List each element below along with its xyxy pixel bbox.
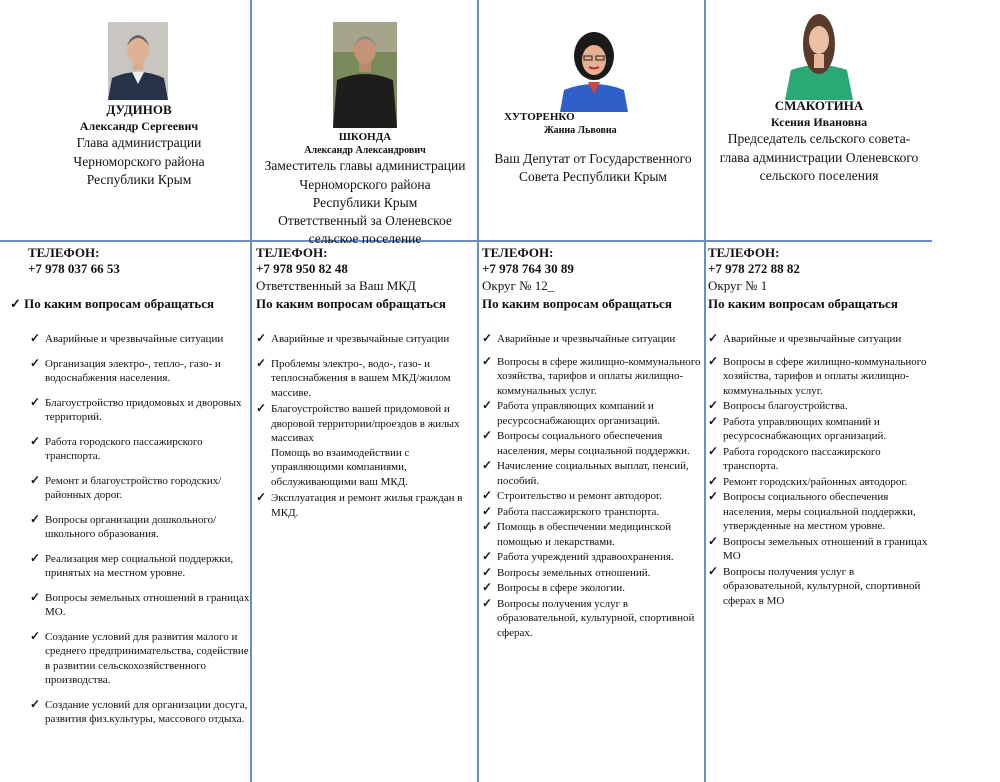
list-item: ✓ Помощь в обеспечении медицинской помощью и лекарствами. xyxy=(482,520,702,549)
official-given-name: Жанна Львовна xyxy=(544,125,617,137)
phone-label: ТЕЛЕФОН: xyxy=(708,245,780,260)
column-divider-2 xyxy=(477,0,479,782)
phone-number[interactable]: +7 978 037 66 53 xyxy=(28,261,120,277)
list-item: ✓ Вопросы организации дошкольного/ школьного образования. xyxy=(30,513,250,542)
portrait-photo-dudinov xyxy=(108,22,168,100)
official-position: Черноморского района xyxy=(73,153,205,169)
questions-list-shkonda xyxy=(256,332,474,520)
list-item: ✓ Аварийные и чрезвычайные ситуации xyxy=(708,332,930,347)
list-item: ✓ Работа управляющих компаний и ресурсоснабжающих организаций. xyxy=(482,399,702,428)
list-item: ✓ Аварийные и чрезвычайные ситуации xyxy=(482,332,702,347)
list-item: ✓ Ремонт городских/районных автодорог. xyxy=(708,475,930,490)
phone-label: ТЕЛЕФОН: xyxy=(28,245,100,260)
official-header-dudinov xyxy=(38,102,240,189)
official-position: сельское поселение xyxy=(308,231,422,247)
questions-list-dudinov xyxy=(30,332,250,727)
questions-heading: По каким вопросам обращаться xyxy=(708,296,898,311)
official-position: Председатель сельского совета- xyxy=(727,131,911,147)
list-item: ✓ Работа учреждений здравоохранения. xyxy=(482,550,702,565)
list-item: ✓ Организация электро-, тепло-, газо- и водоснабжения населения. xyxy=(30,357,250,386)
list-item: ✓ Вопросы социального обеспечения населения, меры социальной поддержки, утвержденные на местном уровне. xyxy=(708,490,930,534)
questions-heading: ✓ По каким вопросам обращаться xyxy=(10,296,215,311)
list-item: ✓ Работа управляющих компаний и ресурсоснабжающих организаций. xyxy=(708,415,930,444)
official-given-name: Александр Александрович xyxy=(304,145,426,157)
list-item: ✓ Проблемы электро-, водо-, газо- и теплоснабжения в вашем МКД/жилом массиве. xyxy=(256,357,474,401)
responsibility-note: Ответственный за Ваш МКД xyxy=(256,277,416,293)
list-item: ✓ Благоустройство вашей придомовой и дворовой территории/проездов в жилых массивах Помощь во взаимодействии с управляющими компаниями, обслуживающими ваш МКД. xyxy=(256,402,474,489)
questions-heading: По каким вопросам обращаться xyxy=(256,296,446,311)
official-position: Совета Республики Крым xyxy=(519,169,667,185)
list-item: ✓ Создание условий для организации досуга, развития физ.культуры, массового отдыха. xyxy=(30,698,250,727)
list-item: ✓ Начисление социальных выплат, пенсий, пособий. xyxy=(482,459,702,488)
column-divider-3 xyxy=(704,0,706,782)
column-divider-1 xyxy=(250,0,252,782)
portrait-photo-khutorenko xyxy=(558,22,630,112)
phone-label: ТЕЛЕФОН: xyxy=(256,245,328,260)
phone-number[interactable]: +7 978 272 88 82 xyxy=(708,261,800,277)
portrait-photo-smakotina xyxy=(783,10,855,100)
list-item: ✓ Строительство и ремонт автодорог. xyxy=(482,489,702,504)
official-surname: ШКОНДА xyxy=(338,131,392,143)
questions-list-smakotina xyxy=(708,332,930,608)
phone-number[interactable]: +7 978 764 30 89 xyxy=(482,261,574,277)
district-note: Округ № 12_ xyxy=(482,277,555,293)
list-item: ✓ Благоустройство придомовых и дворовых территорий. xyxy=(30,396,250,425)
questions-heading: По каким вопросам обращаться xyxy=(482,296,672,311)
list-item: ✓ Работа городского пассажирского транспорта. xyxy=(30,435,250,464)
contact-block-smakotina xyxy=(708,245,923,294)
contact-block-shkonda xyxy=(256,245,471,294)
official-header-smakotina xyxy=(712,98,926,185)
official-surname: ХУТОРЕНКО xyxy=(504,111,575,123)
contact-block-khutorenko xyxy=(482,245,697,294)
official-position: Ответственный за Оленевское xyxy=(278,212,452,228)
questions-list-khutorenko xyxy=(482,332,702,640)
official-given-name: Александр Сергеевич xyxy=(79,118,199,133)
contact-block-dudinov xyxy=(28,245,243,278)
list-item: ✓ Аварийные и чрезвычайные ситуации xyxy=(30,332,250,347)
list-item: ✓ Вопросы в сфере экологии. xyxy=(482,581,702,596)
official-surname: СМАКОТИНА xyxy=(774,98,864,113)
list-item: ✓ Работа пассажирского транспорта. xyxy=(482,505,702,520)
phone-label: ТЕЛЕФОН: xyxy=(482,245,554,260)
list-item: ✓ Реализация мер социальной поддержки, принятых на местном уровне. xyxy=(30,552,250,581)
official-header-shkonda xyxy=(256,130,474,248)
list-item: ✓ Создание условий для развития малого и среднего предпринимательства, содействие в развитии сельскохозяйственного производства. xyxy=(30,630,250,688)
phone-number[interactable]: +7 978 950 82 48 xyxy=(256,261,348,277)
official-header-khutorenko xyxy=(484,110,634,137)
official-given-name: Ксения Ивановна xyxy=(770,114,868,129)
official-position: Заместитель главы администрации xyxy=(264,158,466,174)
list-item: ✓ Вопросы земельных отношений в границах МО. xyxy=(30,591,250,620)
official-position-khutorenko xyxy=(482,150,704,186)
official-position: глава администрации Оленевского xyxy=(719,149,919,165)
official-surname: ДУДИНОВ xyxy=(106,102,172,117)
list-item: ✓ Работа городского пассажирского транспорта. xyxy=(708,445,930,474)
list-item: ✓ Вопросы благоустройства. xyxy=(708,399,930,414)
official-position: Глава администрации xyxy=(76,135,202,151)
list-item: ✓ Аварийные и чрезвычайные ситуации xyxy=(256,332,474,347)
official-position: Ваш Депутат от Государственного xyxy=(494,151,692,166)
list-item: ✓ Вопросы получения услуг в образовательной, культурной, спортивной сферах. xyxy=(482,597,702,641)
list-item: ✓ Ремонт и благоустройство городских/ районных дорог. xyxy=(30,474,250,503)
list-item: ✓ Вопросы земельных отношений в границах МО xyxy=(708,535,930,564)
list-item: ✓ Вопросы в сфере жилищно-коммунального хозяйства, тарифов и оплаты жилищно-коммунальных услуг. xyxy=(708,355,930,399)
list-item: ✓ Эксплуатация и ремонт жилья граждан в МКД. xyxy=(256,491,474,520)
list-item: ✓ Вопросы в сфере жилищно-коммунального хозяйства, тарифов и оплаты жилищно-коммунальных услуг. xyxy=(482,355,702,399)
list-item: ✓ Вопросы получения услуг в образовательной, культурной, спортивной сферах в МО xyxy=(708,565,930,609)
portrait-photo-shkonda xyxy=(333,22,397,128)
district-note: Округ № 1 xyxy=(708,277,768,293)
official-position: Черноморского района xyxy=(299,176,431,192)
official-position: Республики Крым xyxy=(312,194,418,210)
list-item-note: Помощь во взаимодействии с управляющими компаниями, обслуживающими ваш МКД. xyxy=(271,446,410,488)
list-item: ✓ Вопросы земельных отношений. xyxy=(482,566,702,581)
official-position: Республики Крым xyxy=(86,171,192,187)
list-item: ✓ Вопросы социального обеспечения населения, меры социальной поддержки. xyxy=(482,429,702,458)
official-position: сельского поселения xyxy=(759,167,879,183)
